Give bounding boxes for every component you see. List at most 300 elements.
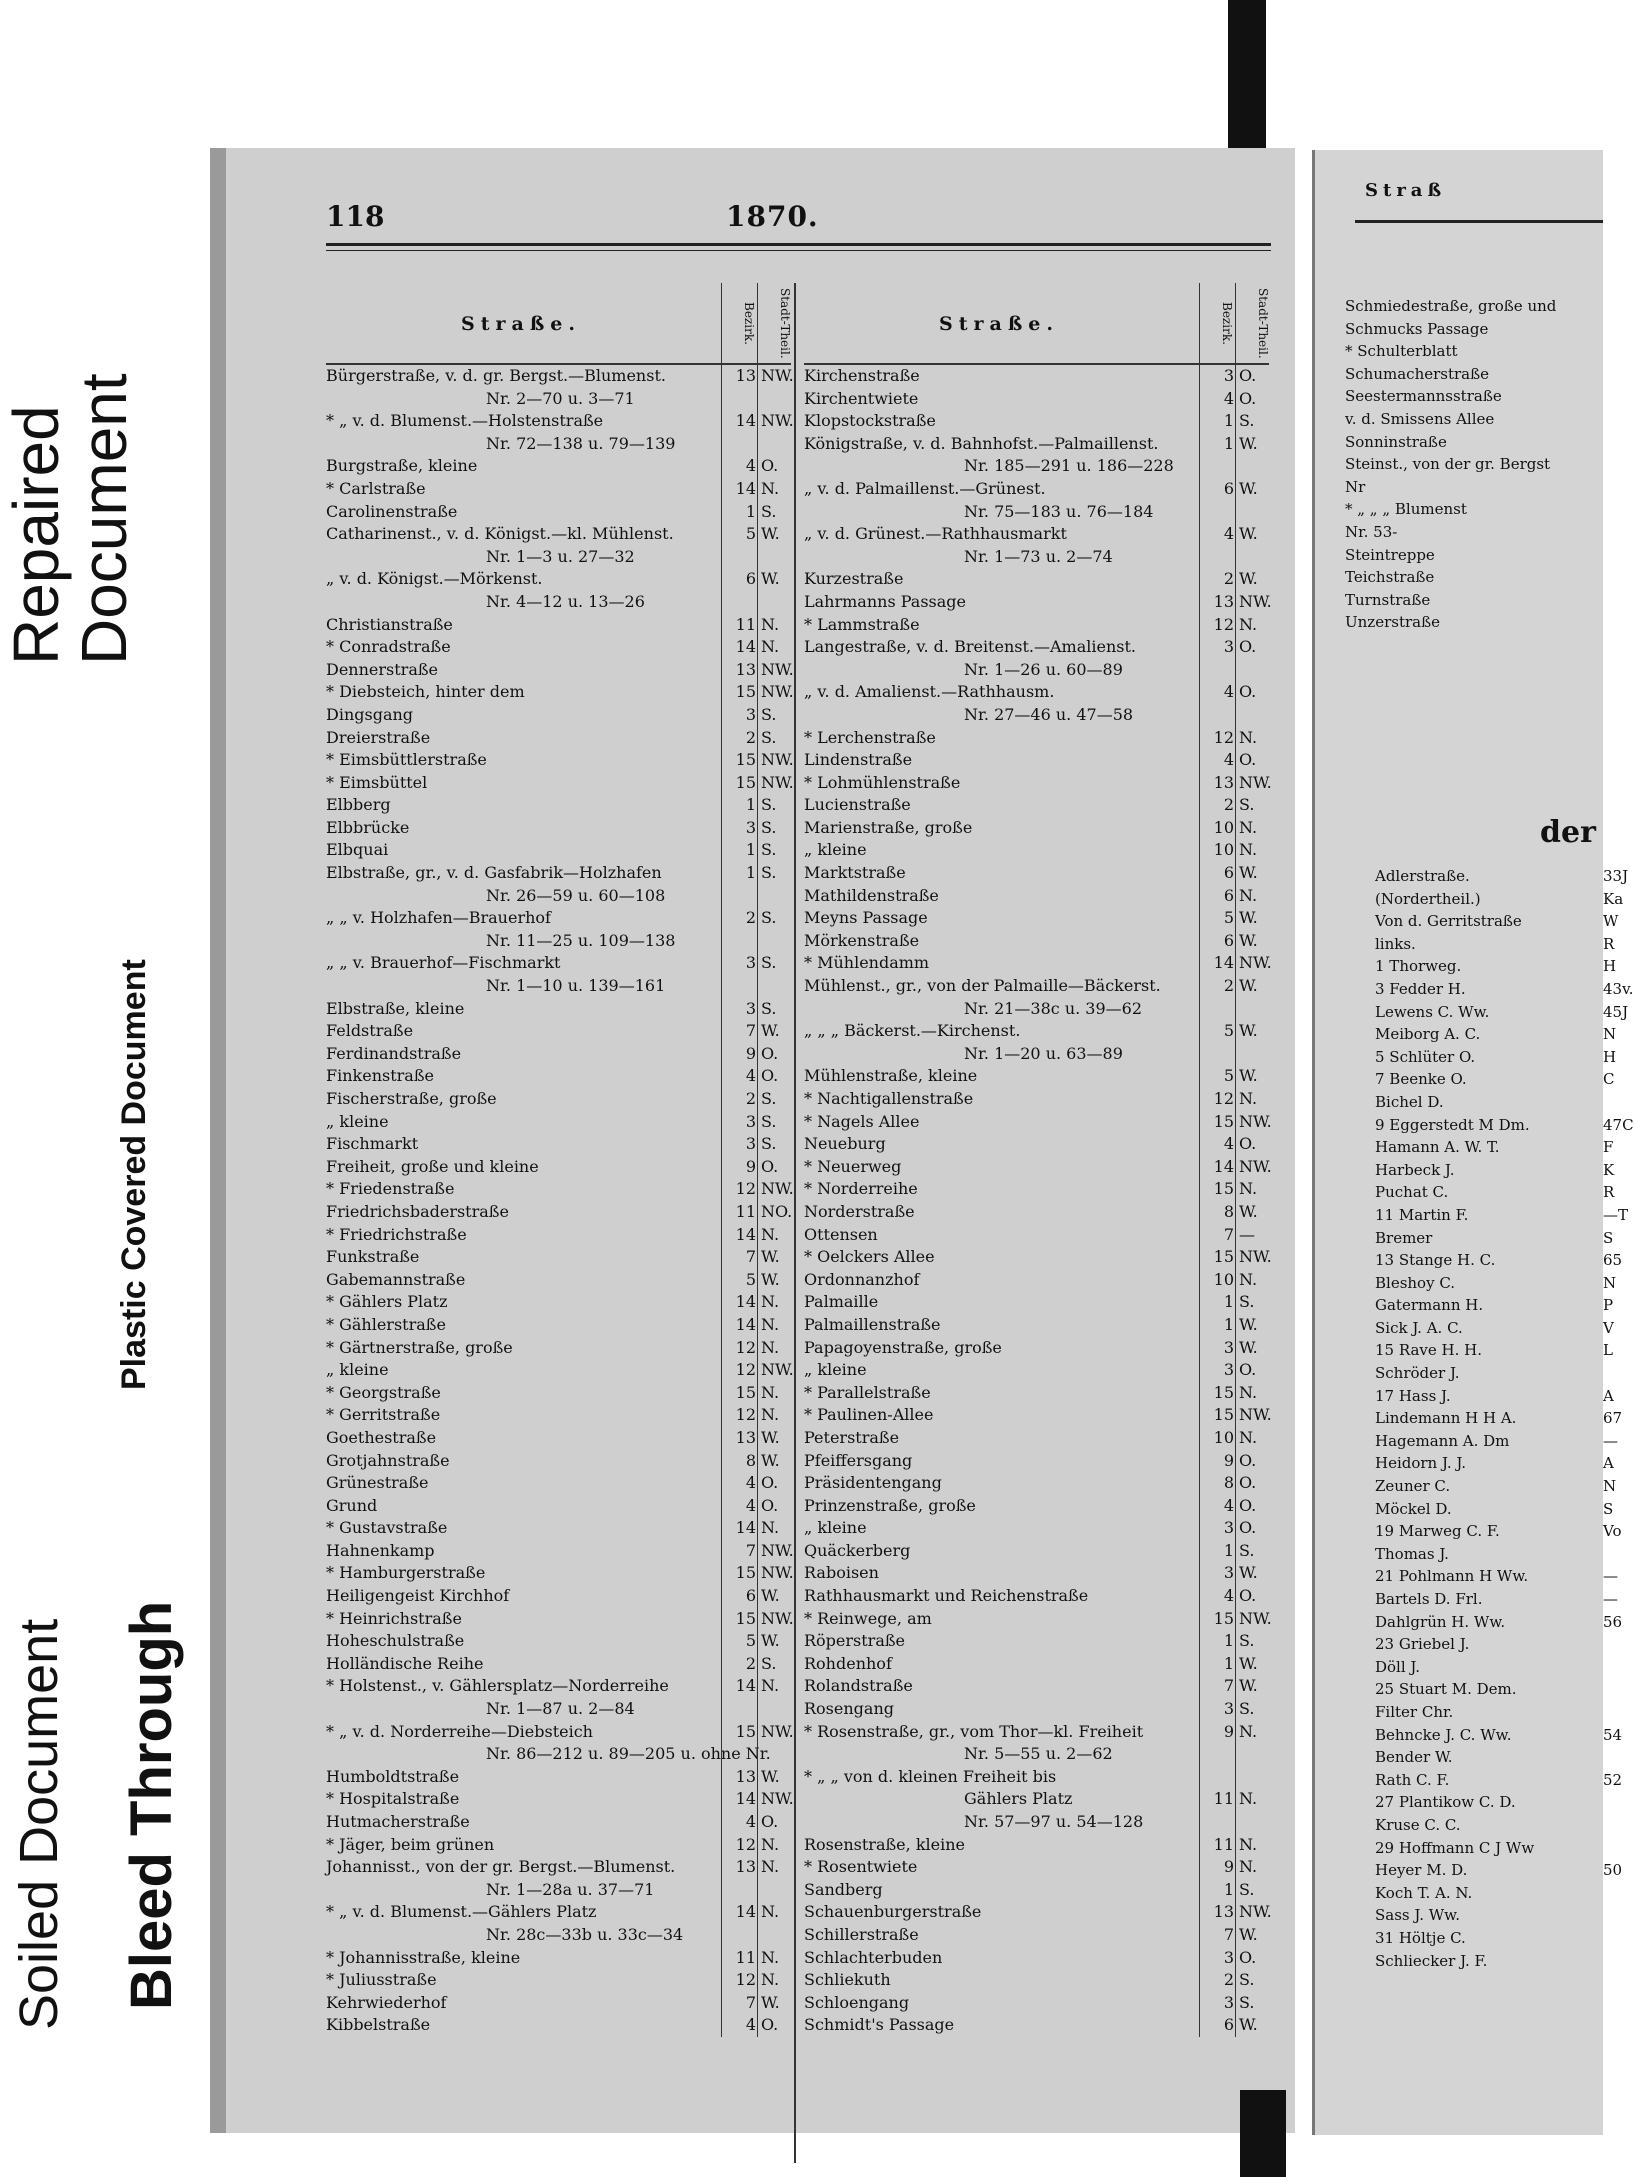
table-row (804, 1585, 1269, 1608)
street-name: Raboisen (804, 1563, 879, 1583)
bezirk-value: 1 (1199, 1653, 1234, 1676)
stadttheil-value: NW. (757, 1788, 795, 1811)
bezirk-value (721, 930, 756, 953)
table-row (326, 930, 791, 953)
street-name: Rohdenhof (804, 1653, 892, 1673)
list-item: Seestermannsstraße (1345, 387, 1502, 406)
resident-note: 65 (1603, 1251, 1623, 1270)
list-item: Steinst., von der gr. Bergst (1345, 455, 1551, 474)
stadttheil-value: N. (757, 1675, 795, 1698)
stadttheil-value: S. (1235, 1879, 1273, 1902)
stadttheil-value: S. (1235, 1969, 1273, 1992)
street-name: * Eimsbüttlerstraße (326, 750, 487, 770)
table-row (804, 839, 1269, 862)
bezirk-value: 7 (721, 1246, 756, 1269)
resident-name: 3 Fedder H. (1375, 979, 1466, 998)
table-row (804, 523, 1269, 546)
bezirk-value: 14 (721, 636, 756, 659)
street-name: Fischmarkt (326, 1134, 419, 1154)
table-row (326, 998, 791, 1021)
bezirk-value: 1 (721, 794, 756, 817)
resident-note: R (1603, 934, 1615, 953)
street-name: Langestraße, v. d. Breitenst.—Amalienst. (804, 637, 1136, 657)
table-row (326, 839, 791, 862)
resident-name: Bleshoy C. (1375, 1273, 1456, 1292)
table-row (326, 1721, 794, 1744)
bezirk-value: 15 (1199, 1246, 1234, 1269)
table-row (326, 1111, 791, 1134)
resident-name: Schliecker J. F. (1375, 1951, 1488, 1970)
stadttheil-value: O. (1235, 1495, 1273, 1518)
table-row (804, 568, 1269, 591)
stadttheil-value: S. (1235, 1291, 1273, 1314)
stadttheil-value: NW. (757, 1721, 795, 1744)
street-name: * Friedenstraße (326, 1179, 455, 1199)
stadttheil-value: W. (757, 1766, 795, 1789)
stadttheil-value: W. (757, 1246, 795, 1269)
table-row (326, 1653, 791, 1676)
resident-name: Heidorn J. J. (1375, 1454, 1466, 1473)
table-row (804, 975, 1269, 998)
street-name: Gählers Platz (964, 1789, 1073, 1809)
table-row (804, 1992, 1269, 2015)
stadttheil-value: O. (757, 1043, 795, 1066)
table-row (804, 1630, 1269, 1653)
stadttheil-value: W. (1235, 975, 1273, 998)
table-row (804, 1879, 1269, 1902)
table-row (804, 862, 1269, 885)
stadttheil-value: NW. (1235, 952, 1273, 975)
bezirk-value: 8 (1199, 1201, 1234, 1224)
street-name: Goethestraße (326, 1427, 437, 1447)
street-name: * Holstenst., v. Gählersplatz—Norderreihe (326, 1676, 669, 1696)
bezirk-value: 14 (721, 410, 756, 433)
table-row (326, 1450, 791, 1473)
street-name: Humboldtstraße (326, 1766, 460, 1786)
resident-name: 7 Beenke O. (1375, 1070, 1467, 1089)
bezirk-value: 4 (721, 1065, 756, 1088)
list-item: Schmucks Passage (1345, 319, 1489, 338)
list-item (1375, 1498, 1635, 1521)
list-item: Schmiedestraße, große und (1345, 297, 1557, 315)
street-name: „ kleine (804, 1360, 867, 1380)
bezirk-value: 4 (721, 1495, 756, 1518)
plastic-covered-text: Plastic Covered Document (115, 959, 153, 1390)
table-row (326, 523, 791, 546)
street-name: Nr. 2—70 u. 3—71 (486, 388, 635, 408)
bezirk-value: 4 (1199, 1133, 1234, 1156)
street-name: Hahnenkamp (326, 1540, 435, 1560)
bezirk-value: 5 (721, 1630, 756, 1653)
street-name: Catharinenst., v. d. Königst.—kl. Mühlenst. (326, 524, 674, 544)
street-name: Elbstraße, gr., v. d. Gasfabrik—Holzhafen (326, 863, 662, 883)
street-name: Christianstraße (326, 614, 453, 634)
street-name: * Gerritstraße (326, 1405, 441, 1425)
table-row (804, 772, 1272, 795)
table-row (326, 501, 791, 524)
stadttheil-value: O. (757, 455, 795, 478)
stadttheil-value: NW. (1235, 1608, 1273, 1631)
street-name: * Eimsbüttel (326, 772, 428, 792)
resident-name: Kruse C. C. (1375, 1815, 1461, 1834)
bezirk-value: 15 (721, 1721, 756, 1744)
table-row (326, 704, 791, 727)
resident-name: Koch T. A. N. (1375, 1883, 1473, 1902)
table-row (326, 1020, 791, 1043)
resident-note: 56 (1603, 1612, 1623, 1631)
resident-note: L (1603, 1341, 1613, 1360)
stadttheil-value: W. (1235, 1562, 1273, 1585)
resident-name: Meiborg A. C. (1375, 1025, 1481, 1044)
list-item (1375, 978, 1635, 1001)
stadttheil-value: W. (1235, 1020, 1273, 1043)
bezirk-value: 5 (1199, 1020, 1234, 1043)
street-name: „ kleine (326, 1111, 389, 1131)
resident-name: Behncke J. C. Ww. (1375, 1725, 1512, 1744)
table-row (326, 1811, 791, 1834)
bezirk-value: 12 (1199, 727, 1234, 750)
bezirk-value (1199, 998, 1234, 1021)
street-name: * Lohmühlenstraße (804, 772, 961, 792)
resident-name: 19 Marweg C. F. (1375, 1522, 1500, 1541)
table-row (326, 365, 794, 388)
stadttheil-value: W. (757, 1585, 795, 1608)
stadttheil-value: S. (757, 998, 795, 1021)
stadttheil-value: N. (757, 1224, 795, 1247)
bezirk-value: 6 (1199, 2014, 1234, 2037)
table-row (326, 433, 791, 456)
facing-page-rule (1355, 220, 1603, 223)
street-name: * Jäger, beim grünen (326, 1834, 495, 1854)
table-row (804, 614, 1269, 637)
stadttheil-value: NW. (1235, 1111, 1273, 1134)
bezirk-value: 2 (721, 1088, 756, 1111)
bezirk-value: 6 (721, 1585, 756, 1608)
stadttheil-value: S. (757, 794, 795, 817)
street-name: „ v. d. Palmaillenst.—Grünest. (804, 478, 1046, 498)
street-name: Nr. 11—25 u. 109—138 (486, 930, 676, 950)
street-name: * Paulinen-Allee (804, 1405, 934, 1425)
right-column (804, 283, 1272, 2037)
table-row (326, 636, 791, 659)
bezirk-value (721, 1879, 756, 1902)
bezirk-value: 15 (721, 1562, 756, 1585)
list-item: Sonninstraße (1345, 432, 1447, 451)
page-content (326, 188, 1272, 2035)
resident-note: 50 (1603, 1861, 1623, 1880)
bezirk-value: 13 (1199, 1901, 1234, 1924)
bezirk-value: 14 (1199, 952, 1234, 975)
resident-note: H (1603, 1047, 1617, 1066)
stadttheil-value: N. (1235, 1088, 1273, 1111)
resident-name: 27 Plantikow C. D. (1375, 1793, 1516, 1812)
street-name: * Conradstraße (326, 637, 451, 657)
street-name: „ „ v. Holzhafen—Brauerhof (326, 908, 551, 928)
bezirk-value: 13 (721, 1427, 756, 1450)
stadttheil-value: S. (757, 727, 795, 750)
plastic-covered-label (115, 959, 154, 1390)
table-row (804, 433, 1269, 456)
stadttheil-value: N. (757, 1404, 795, 1427)
street-name: Nr. 5—55 u. 2—62 (964, 1744, 1113, 1764)
stadttheil-value (1235, 1743, 1273, 1766)
street-name: * Friedrichstraße (326, 1224, 467, 1244)
bezirk-value (1199, 546, 1234, 569)
stadttheil-value (1235, 1766, 1273, 1789)
table-row (326, 1427, 791, 1450)
table-row (804, 1111, 1272, 1134)
street-name: * Oelckers Allee (804, 1247, 935, 1267)
bezirk-value: 14 (721, 1291, 756, 1314)
bezirk-value: 12 (721, 1404, 756, 1427)
bezirk-value: 11 (1199, 1788, 1234, 1811)
street-name: Königstraße, v. d. Bahnhofst.—Palmaillenst. (804, 433, 1159, 453)
street-name: Lucienstraße (804, 795, 911, 815)
table-row (326, 1585, 791, 1608)
stadttheil-value: S. (1235, 1630, 1273, 1653)
street-name: Kibbelstraße (326, 2015, 431, 2035)
list-item (1375, 1452, 1635, 1475)
bezirk-value: 4 (1199, 681, 1234, 704)
stadttheil-value (1235, 659, 1273, 682)
bezirk-value: 13 (721, 365, 756, 388)
list-item (1375, 1633, 1635, 1656)
bezirk-value: 15 (721, 1382, 756, 1405)
list-item: Teichstraße (1345, 568, 1435, 587)
street-name: Bürgerstraße, v. d. gr. Bergst.—Blumenst. (326, 366, 666, 385)
resident-name: 29 Hoffmann C J Ww (1375, 1838, 1535, 1857)
table-row (804, 1224, 1269, 1247)
street-name: Gabemannstraße (326, 1269, 466, 1289)
table-row (326, 1156, 791, 1179)
street-name: „ v. d. Amalienst.—Rathhausm. (804, 682, 1055, 702)
street-name: Feldstraße (326, 1021, 414, 1041)
stadttheil-value: N. (757, 1314, 795, 1337)
bezirk-value (721, 591, 756, 614)
table-row (326, 1359, 794, 1382)
list-item (1375, 1272, 1635, 1295)
list-item (1375, 1249, 1635, 1272)
street-name: Burgstraße, kleine (326, 456, 478, 476)
stadttheil-value: NW. (757, 1359, 795, 1382)
stadttheil-value: W. (757, 568, 795, 591)
stadttheil-value: O. (757, 1495, 795, 1518)
table-row (326, 1472, 791, 1495)
stadttheil-value: N. (1235, 1856, 1273, 1879)
list-item (1375, 1656, 1635, 1679)
list-item (1375, 1204, 1635, 1227)
table-row (804, 1540, 1269, 1563)
street-name: Grotjahnstraße (326, 1450, 450, 1470)
stadttheil-value (1235, 1043, 1273, 1066)
table-row (804, 1156, 1272, 1179)
bezirk-value: 7 (1199, 1675, 1234, 1698)
stadttheil-value: N. (1235, 1834, 1273, 1857)
resident-note: C (1603, 1070, 1615, 1089)
resident-name: Lindemann H H A. (1375, 1409, 1517, 1428)
table-row (804, 1314, 1269, 1337)
list-item (1375, 1520, 1635, 1543)
bezirk-value: 3 (1199, 1517, 1234, 1540)
stadttheil-value: W. (1235, 1065, 1273, 1088)
bezirk-value: 15 (1199, 1178, 1234, 1201)
stadttheil-value: S. (757, 704, 795, 727)
table-row (804, 1698, 1269, 1721)
bezirk-value: 1 (1199, 1291, 1234, 1314)
stadttheil-value (757, 1698, 795, 1721)
street-name: Grünestraße (326, 1473, 429, 1493)
stadttheil-value (757, 433, 795, 456)
street-name: Nr. 75—183 u. 76—184 (964, 501, 1154, 521)
street-name: Palmaillenstraße (804, 1314, 941, 1334)
bezirk-value: 10 (1199, 817, 1234, 840)
stadttheil-value: W. (1235, 568, 1273, 591)
street-name: Schillerstraße (804, 1924, 919, 1944)
repaired-document-label (2, 305, 138, 665)
resident-name: Lewens C. Ww. (1375, 1002, 1490, 1021)
stadttheil-value: NW. (757, 659, 795, 682)
table-row (326, 794, 791, 817)
street-name: Elbquai (326, 840, 389, 860)
bezirk-value: 3 (1199, 1337, 1234, 1360)
bezirk-value: 6 (1199, 478, 1234, 501)
street-name: Nr. 28c—33b u. 33c—34 (486, 1924, 684, 1944)
table-row (804, 952, 1272, 975)
table-row (804, 1653, 1269, 1676)
table-row (326, 1133, 791, 1156)
stadttheil-header: Stadt-Theil. (1235, 283, 1270, 363)
street-name: Mühlenstraße, kleine (804, 1066, 978, 1086)
bezirk-value: 8 (721, 1450, 756, 1473)
street-name: Finkenstraße (326, 1066, 434, 1086)
stadttheil-value (1235, 455, 1273, 478)
list-item (1375, 1023, 1635, 1046)
stadttheil-value: O. (757, 2014, 795, 2037)
stadttheil-value: NW. (757, 1608, 795, 1631)
bezirk-value: 7 (1199, 1224, 1234, 1247)
table-row (326, 1924, 791, 1947)
bleed-through-label (118, 1601, 185, 2010)
stadttheil-value: N. (1235, 614, 1273, 637)
table-row (804, 1178, 1269, 1201)
stadttheil-value (1235, 501, 1273, 524)
stadttheil-value: O. (1235, 1947, 1273, 1970)
table-row (804, 1856, 1269, 1879)
street-name: * Gählerstraße (326, 1314, 446, 1334)
table-row (804, 681, 1269, 704)
bezirk-value: 9 (721, 1156, 756, 1179)
table-row (804, 1901, 1272, 1924)
list-item: v. d. Smissens Allee (1345, 409, 1495, 428)
street-name: Hoheschulstraße (326, 1631, 465, 1651)
bezirk-header: Bezirk. (721, 283, 756, 363)
table-row (804, 1947, 1269, 1970)
resident-note: 67 (1603, 1409, 1623, 1428)
table-row (326, 1043, 791, 1066)
resident-name: Möckel D. (1375, 1499, 1452, 1518)
stadttheil-value: W. (757, 1450, 795, 1473)
list-item: Nr (1345, 477, 1366, 496)
bezirk-value: 3 (1199, 365, 1234, 388)
bezirk-value: 3 (721, 817, 756, 840)
resident-note: R (1603, 1183, 1615, 1202)
table-row (326, 885, 791, 908)
bezirk-value: 3 (721, 952, 756, 975)
bezirk-value: 13 (721, 1856, 756, 1879)
street-name: Funkstraße (326, 1247, 420, 1267)
stadttheil-header: Stadt-Theil. (757, 283, 792, 363)
bezirk-value: 2 (721, 727, 756, 750)
table-row (804, 1291, 1269, 1314)
street-name: Quäckerberg (804, 1540, 911, 1560)
resident-name: Zeuner C. (1375, 1477, 1451, 1496)
stadttheil-value: N. (1235, 1382, 1273, 1405)
resident-name: (Nordertheil.) (1375, 889, 1481, 908)
list-item (1375, 1294, 1635, 1317)
street-name: * Rosenstraße, gr., vom Thor—kl. Freiheit (804, 1721, 1144, 1741)
street-name: * Gustavstraße (326, 1518, 448, 1538)
list-item (1375, 1882, 1635, 1905)
list-item (1375, 1114, 1635, 1137)
table-row (804, 1201, 1269, 1224)
table-row (804, 1065, 1269, 1088)
stadttheil-value: — (1235, 1224, 1273, 1247)
table-row (326, 546, 791, 569)
street-name: Nr. 1—26 u. 60—89 (964, 659, 1123, 679)
bezirk-value (721, 388, 756, 411)
table-row (804, 907, 1269, 930)
bezirk-value: 2 (1199, 568, 1234, 591)
stadttheil-value: N. (1235, 1427, 1273, 1450)
facing-resident-list (1375, 865, 1635, 1972)
bezirk-value: 9 (721, 1043, 756, 1066)
bezirk-value: 12 (721, 1178, 756, 1201)
table-row (804, 1382, 1269, 1405)
bezirk-value: 3 (721, 704, 756, 727)
stadttheil-value (757, 388, 795, 411)
list-item (1375, 1904, 1635, 1927)
stadttheil-value: NW. (757, 749, 795, 772)
list-item (1375, 1159, 1635, 1182)
resident-note: 52 (1603, 1770, 1623, 1789)
stadttheil-value: O. (1235, 1450, 1273, 1473)
resident-name: Sass J. Ww. (1375, 1906, 1461, 1925)
table-row (804, 817, 1269, 840)
stadttheil-value: N. (757, 1834, 795, 1857)
list-item (1375, 1588, 1635, 1611)
list-item: * Schulterblatt (1345, 342, 1458, 361)
bezirk-value: 5 (1199, 907, 1234, 930)
table-row (326, 1065, 791, 1088)
table-row (326, 1879, 791, 1902)
stadttheil-value (1235, 704, 1273, 727)
street-name: Nr. 185—291 u. 186—228 (964, 456, 1174, 476)
street-name: Grund (326, 1495, 378, 1515)
resident-name: Hagemann A. Dm (1375, 1431, 1510, 1450)
street-name: Sandberg (804, 1879, 883, 1899)
bezirk-value (721, 1743, 756, 1766)
stadttheil-value: NO. (757, 1201, 795, 1224)
resident-name: Sick J. A. C. (1375, 1318, 1463, 1337)
stadttheil-value: N. (757, 1901, 795, 1924)
label-strip (0, 0, 210, 2177)
resident-note: S (1603, 1499, 1614, 1518)
table-row (804, 930, 1269, 953)
stadttheil-value: NW. (1235, 1404, 1273, 1427)
resident-note: A (1603, 1454, 1614, 1473)
table-row (804, 1743, 1269, 1766)
bezirk-value: 6 (1199, 862, 1234, 885)
